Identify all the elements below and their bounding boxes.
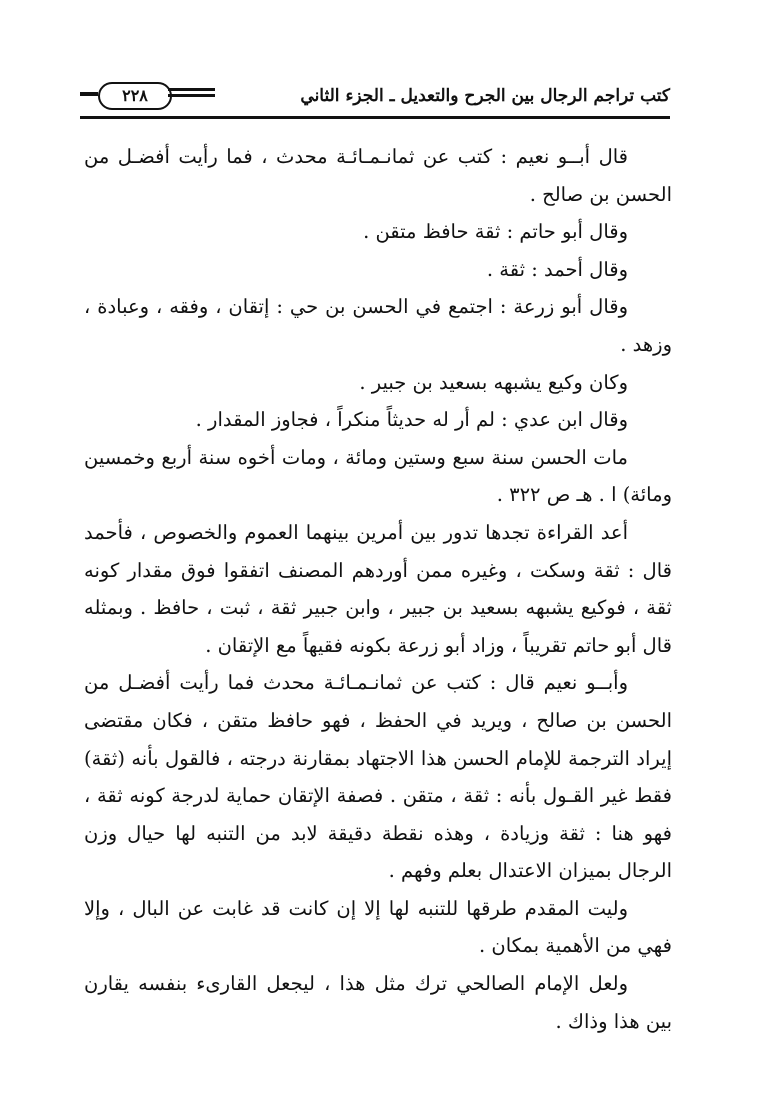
paragraph: وقال ابن عدي : لم أر له حديثاً منكراً ، فجاوز المقدار . — [195, 408, 628, 432]
page-number-ornament — [80, 82, 215, 108]
paragraph: مات الحسن سنة سبع وستين ومائة ، ومات أخوه سنة أربع وخمسين ومائة) ا . هـ ص ٣٢٢ . — [84, 445, 672, 507]
paragraph: أعد القراءة تجدها تدور بين أمرين بينهما العموم والخصوص ، فأحمد قال : ثقة وسكت ، وغيره ممن أوردهم المصنف اتفقوا فوق مقدار كونه ثقة ، فوكيع يشبهه بسعيد بن جبير ، وابن جبير ثقة ، ثبت ، حافظ . وبمثله قال أبو حاتم تقريباً ، وزاد أبو زرعة بكونه فقيهاً مع الإتقان . — [84, 520, 672, 657]
ornament-bar-left — [80, 92, 98, 96]
paragraph: وليت المقدم طرقها للتنبه لها إلا إن كانت قد غابت عن البال ، وإلا فهي من الأهمية بمكان . — [84, 896, 672, 958]
header-rule — [80, 116, 670, 119]
paragraph: وقال أبو حاتم : ثقة حافظ متقن . — [363, 220, 628, 244]
running-header-title: كتب تراجم الرجال بين الجرح والتعديل ـ الجزء الثاني — [300, 86, 670, 106]
paragraph: وقال أحمد : ثقة . — [486, 257, 628, 281]
page-number: ٢٢٨ — [98, 82, 172, 110]
paragraph: قال أبــو نعيم : كتب عن ثمانـمـائـة محدث ، فما رأيت أفضـل من الحسن بن صالح . — [84, 145, 672, 206]
ornament-bars-right — [168, 88, 215, 102]
paragraph: ولعل الإمام الصالحي ترك مثل هذا ، ليجعل القارىء بنفسه يقارن بين هذا وذاك . — [84, 972, 672, 1033]
paragraph: وكان وكيع يشبهه بسعيد بن جبير . — [359, 370, 628, 394]
page-header — [80, 80, 670, 122]
paragraph: وقال أبو زرعة : اجتمع في الحسن بن حي : إتقان ، وفقه ، وعبادة ، وزهد . — [84, 295, 672, 356]
paragraph: وأبــو نعيم قال : كتب عن ثمانـمـائـة محدث فما رأيت أفضـل من الحسن بن صالح ، ويريد في الحفظ ، فهو حافظ متقن ، فكان مقتضى إيراد الترجمة للإمام الحسن هذا الاجتهاد بمقارنة درجته ، فالقول بأنه (ثقة) فقط غير القـول بأنه : ثقة ، متقن . فصفة الإتقان حماية لدرجة كونه ثقة ، فهو هنا : ثقة وزيادة ، وهذه نقطة دقيقة لابد من التنبه لها حيال وزن الرجال بميزان الاعتدال بعلم وفهم . — [84, 671, 672, 883]
page-body — [84, 138, 672, 1040]
